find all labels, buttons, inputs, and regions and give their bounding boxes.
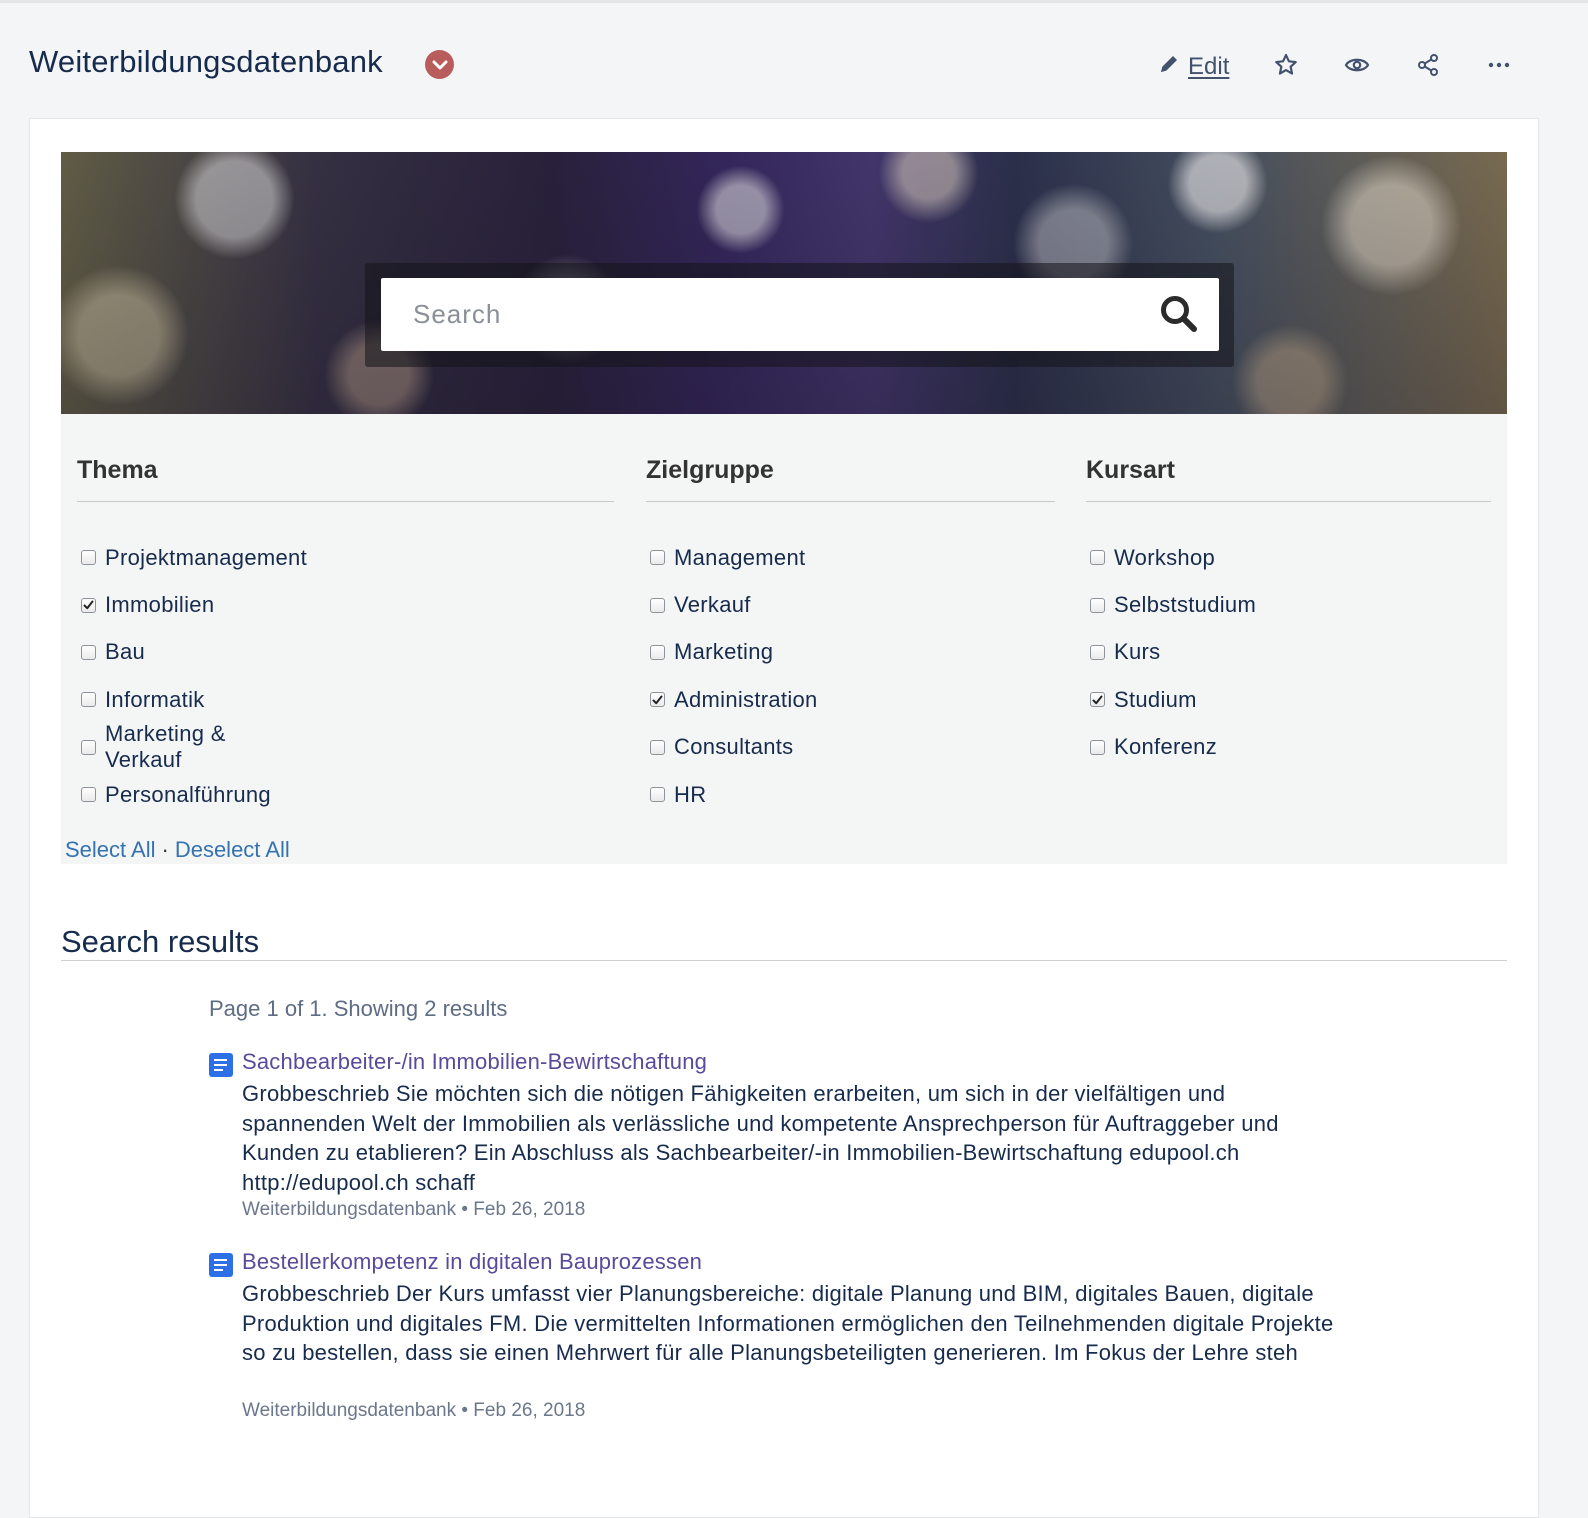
- checkbox[interactable]: [81, 787, 96, 802]
- filter-option-label: Verkauf: [674, 592, 751, 618]
- filter-option-label: Kurs: [1114, 639, 1161, 665]
- checkbox-checked[interactable]: [650, 692, 665, 707]
- checkmark-icon: [652, 695, 663, 705]
- divider: [1086, 501, 1491, 502]
- filter-option-label: Personalführung: [105, 781, 271, 807]
- filter-option-label: Administration: [674, 686, 818, 712]
- checkbox[interactable]: [81, 740, 96, 755]
- divider: [61, 960, 1507, 961]
- deselect-all-link[interactable]: Deselect All: [174, 837, 290, 862]
- filter-option[interactable]: [1090, 676, 1256, 723]
- filter-option-label: Informatik: [105, 686, 205, 712]
- checkbox[interactable]: [650, 598, 665, 613]
- filter-option[interactable]: [81, 721, 307, 773]
- filter-option-label: Consultants: [674, 734, 794, 760]
- filter-option[interactable]: [81, 676, 307, 723]
- filter-option-label: Projektmanagement: [105, 544, 307, 570]
- share-icon[interactable]: [1411, 48, 1445, 82]
- result-title-link[interactable]: Bestellerkompetenz in digitalen Bauprozessen: [242, 1249, 703, 1274]
- filter-heading: Zielgruppe: [646, 456, 774, 484]
- checkbox[interactable]: [1090, 740, 1105, 755]
- star-icon[interactable]: [1269, 48, 1303, 82]
- separator: ·: [161, 837, 169, 862]
- checkbox[interactable]: [1090, 645, 1105, 660]
- checkbox-checked[interactable]: [1090, 692, 1105, 707]
- filter-heading: Kursart: [1086, 456, 1175, 484]
- result-meta: [242, 1400, 585, 1422]
- filter-option-label: Selbststudium: [1114, 592, 1257, 618]
- checkbox[interactable]: [81, 692, 96, 707]
- filter-option[interactable]: [81, 534, 307, 581]
- result-date: Feb 26, 2018: [473, 1199, 586, 1220]
- filter-option-label: Immobilien: [105, 592, 215, 618]
- filter-option-label: Marketing: [674, 639, 774, 665]
- edit-button[interactable]: [1158, 50, 1229, 84]
- eye-icon[interactable]: [1340, 48, 1374, 82]
- meta-separator: •: [461, 1199, 469, 1220]
- pencil-icon: [1158, 53, 1180, 82]
- filter-option[interactable]: [650, 676, 818, 723]
- filter-option[interactable]: [81, 771, 307, 818]
- result-excerpt: Grobbeschrieb Sie möchten sich die nötigen Fähigkeiten erarbeiten, um sich in der vielfältigen und spannenden Welt der Immobilien als verlässliche und kompetente Ansprechperson für Auftraggeber und Kunden zu etablieren? Ein Abschluss als Sachbearbeiter/-in Immobilien-Bewirtschaftung edupool.ch http://edupool.ch schaff: [242, 1081, 1279, 1195]
- search-icon[interactable]: [1157, 292, 1201, 336]
- checkbox[interactable]: [650, 550, 665, 565]
- chevron-down-icon[interactable]: [425, 50, 454, 79]
- filter-option-label: Management: [674, 544, 806, 570]
- checkbox[interactable]: [81, 645, 96, 660]
- edit-label: Edit: [1188, 53, 1230, 80]
- result-space: Weiterbildungsdatenbank: [242, 1199, 457, 1220]
- checkmark-icon: [1092, 695, 1103, 705]
- checkbox-checked[interactable]: [81, 598, 96, 613]
- filter-option[interactable]: [650, 581, 818, 628]
- checkbox[interactable]: [1090, 598, 1105, 613]
- selection-links: [65, 837, 290, 863]
- filter-option-label: Workshop: [1114, 544, 1216, 570]
- filter-option[interactable]: [650, 724, 818, 771]
- filter-option[interactable]: [650, 534, 818, 581]
- page-title: Weiterbildungsdatenbank: [29, 44, 383, 79]
- document-icon: [209, 1253, 233, 1277]
- result-excerpt: Grobbeschrieb Der Kurs umfasst vier Planungsbereiche: digitale Planung und BIM, digitales Bauen, digitale Produktion und digitales FM. Die vermittelten Informationen ermöglichen den Teilnehmenden digitale Projekte so zu bestellen, dass sie einen Mehrwert für alle Planungsbeteiligten generieren. Im Fokus der Lehre steh: [242, 1281, 1334, 1366]
- filter-option-label: HR: [674, 781, 707, 807]
- filter-heading: Thema: [77, 456, 158, 484]
- filter-option-label: Konferenz: [1114, 734, 1217, 760]
- search-input[interactable]: [381, 278, 1121, 351]
- search-box: [381, 278, 1219, 351]
- select-all-link[interactable]: Select All: [65, 837, 156, 862]
- filter-option-label: Studium: [1114, 686, 1197, 712]
- filter-option[interactable]: [650, 771, 818, 818]
- document-icon: [209, 1053, 233, 1077]
- result-meta: [242, 1199, 585, 1221]
- filter-option[interactable]: [1090, 629, 1256, 676]
- results-heading: Search results: [61, 924, 260, 959]
- filter-option[interactable]: [1090, 724, 1256, 771]
- result-space: Weiterbildungsdatenbank: [242, 1400, 457, 1421]
- checkbox[interactable]: [650, 787, 665, 802]
- filter-panel: [61, 414, 1507, 864]
- filter-option[interactable]: [81, 629, 307, 676]
- result-title-link[interactable]: Sachbearbeiter-/in Immobilien-Bewirtschaftung: [242, 1049, 708, 1074]
- checkbox[interactable]: [81, 550, 96, 565]
- checkmark-icon: [83, 600, 94, 610]
- filter-option[interactable]: [1090, 581, 1256, 628]
- checkbox[interactable]: [650, 740, 665, 755]
- checkbox[interactable]: [650, 645, 665, 660]
- result-date: Feb 26, 2018: [473, 1400, 586, 1421]
- filter-option[interactable]: [1090, 534, 1256, 581]
- meta-separator: •: [461, 1400, 469, 1421]
- page-info: Page 1 of 1. Showing 2 results: [209, 996, 508, 1021]
- divider: [77, 501, 614, 502]
- checkbox[interactable]: [1090, 550, 1105, 565]
- filter-option-label: Bau: [105, 639, 146, 665]
- filter-option-label: Marketing & Verkauf: [105, 721, 226, 773]
- more-icon[interactable]: [1482, 48, 1516, 82]
- divider: [646, 501, 1055, 502]
- filter-option[interactable]: [81, 581, 307, 628]
- filter-option[interactable]: [650, 629, 818, 676]
